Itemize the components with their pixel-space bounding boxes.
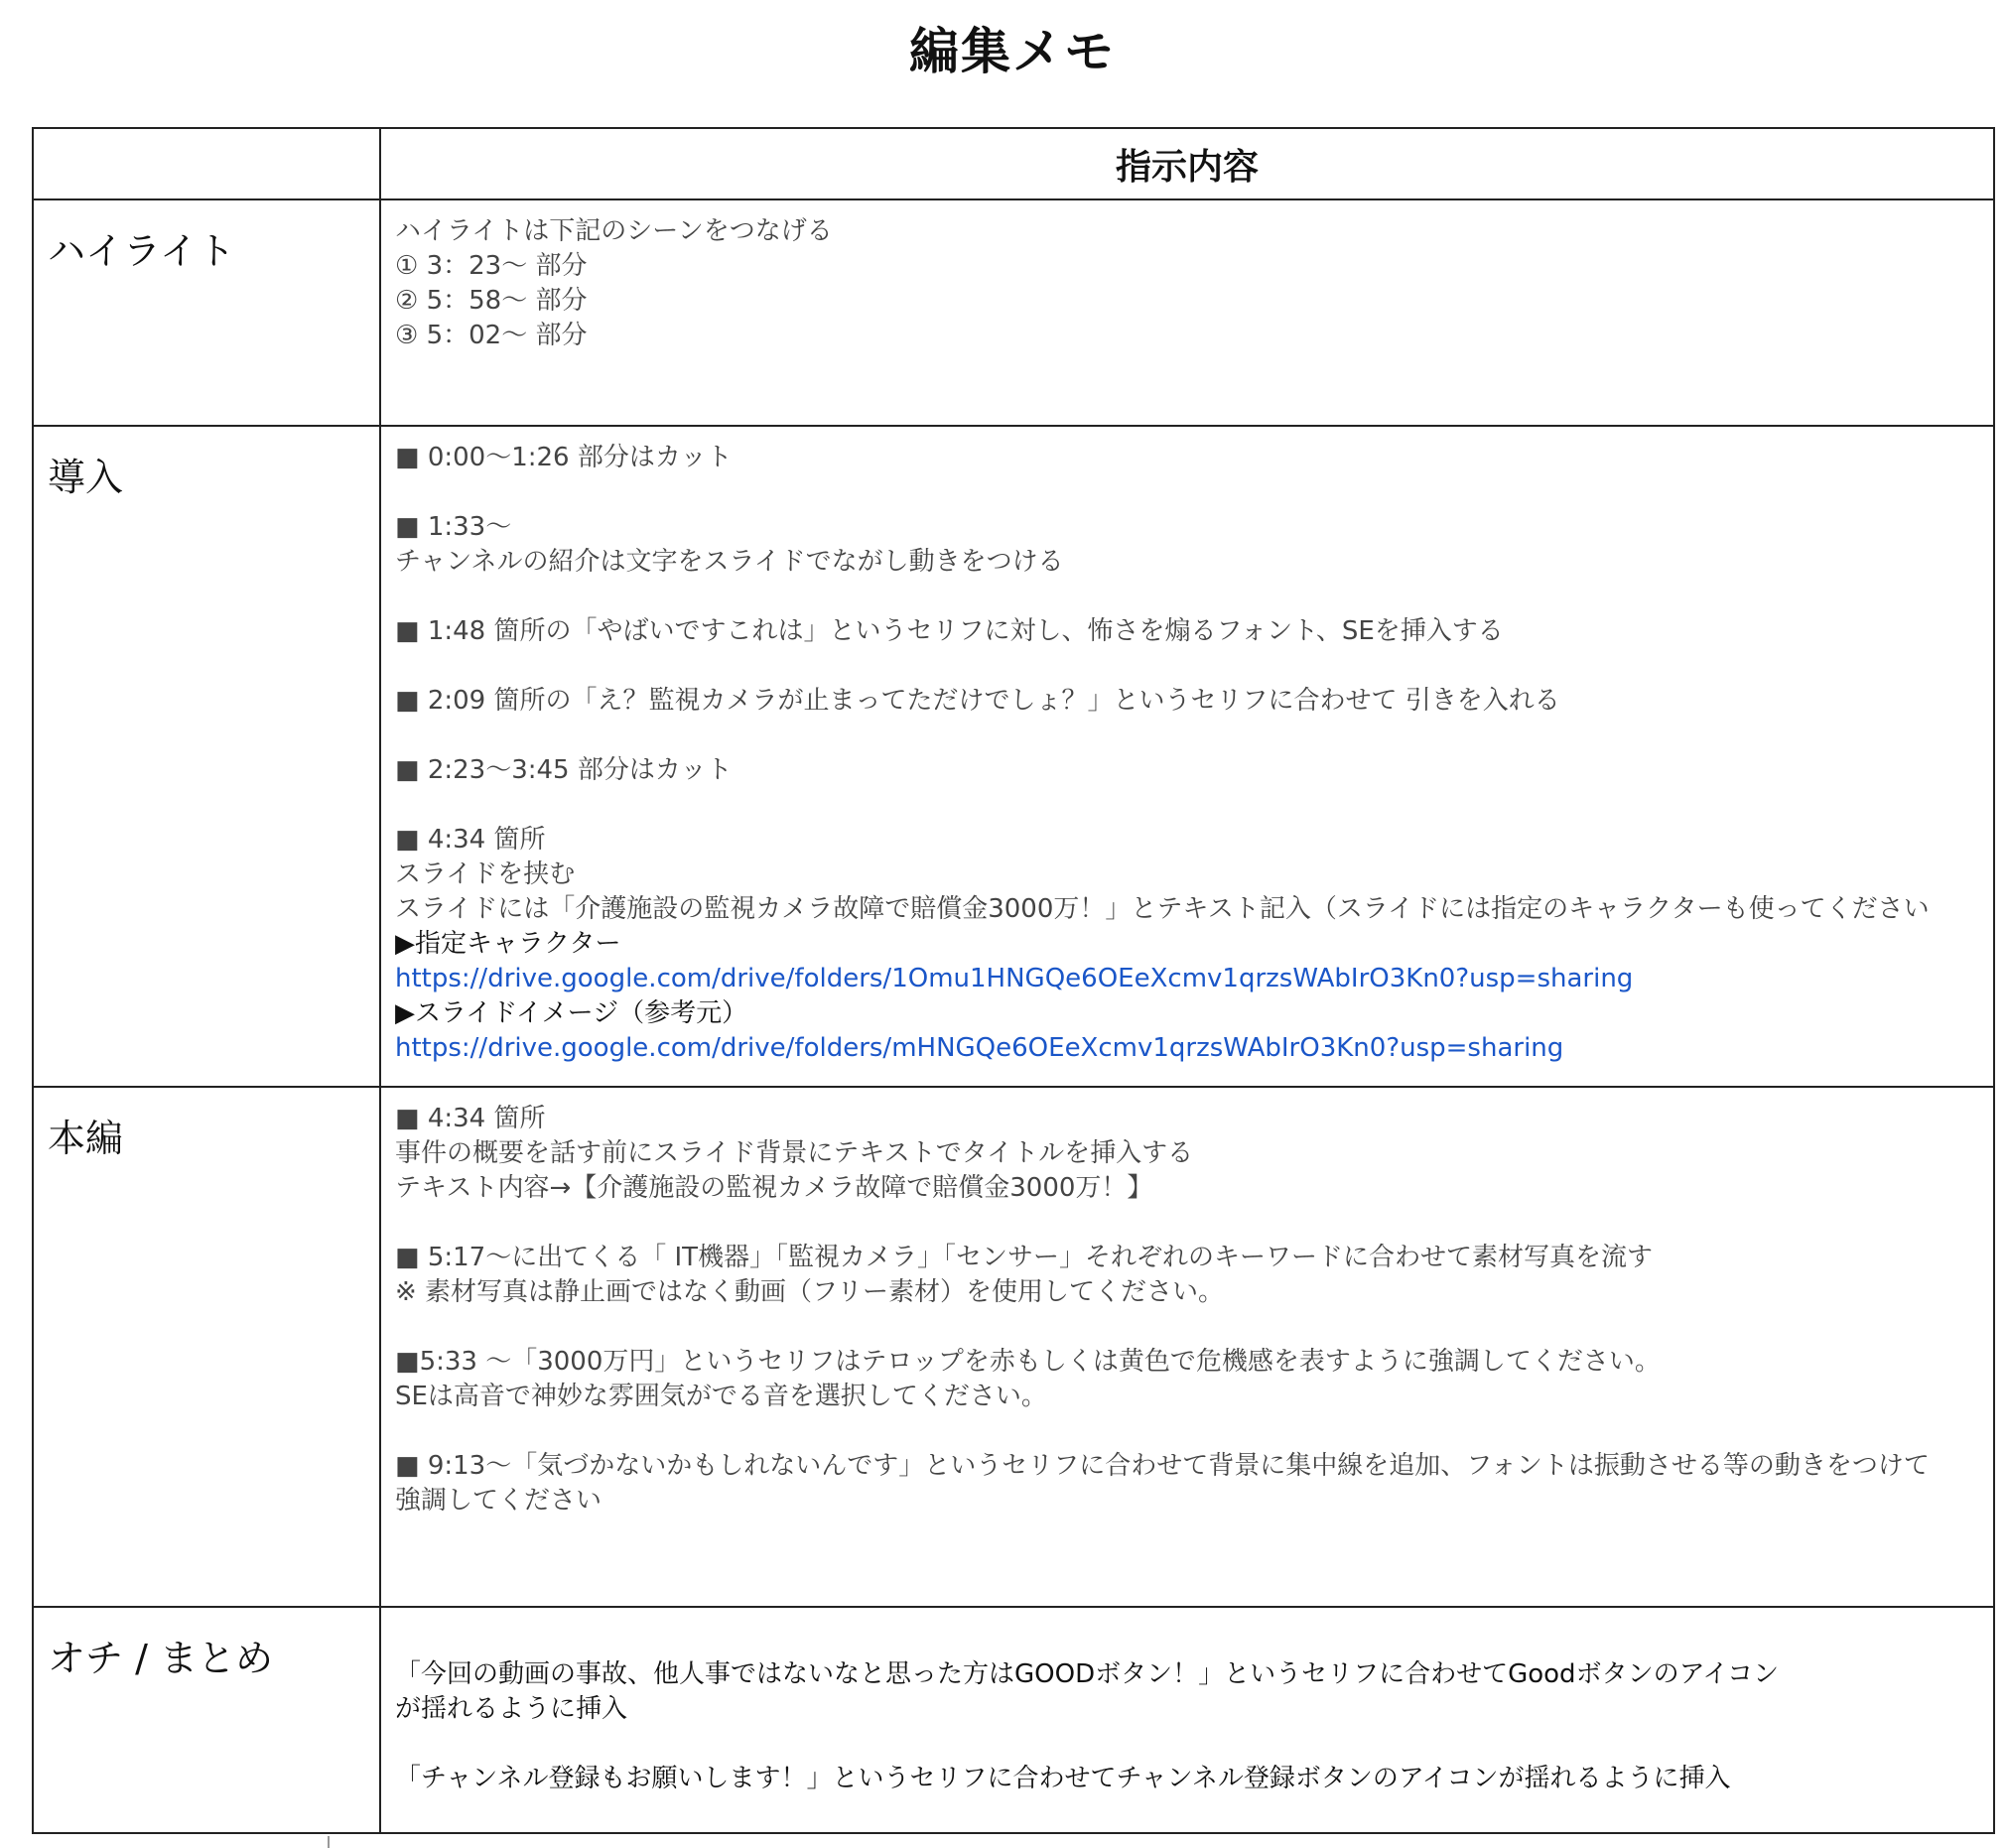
row-content-main[interactable] xyxy=(380,1087,1994,1607)
content-line: ハイライトは下記のシーンをつなげる xyxy=(395,216,833,246)
table-header-row xyxy=(33,128,1994,199)
row-intro xyxy=(33,426,1994,1087)
content-line: ■ 0:00〜1:26 部分はカット xyxy=(395,443,733,472)
blank-line xyxy=(395,1206,1979,1241)
content-line: ■5:33 〜「3000万円」というセリフはテロップを赤もしくは黄色で危機感を表すように強調してください。 xyxy=(395,1347,1661,1377)
content-line: ■ 4:34 箇所 xyxy=(395,825,546,855)
content-line: ■ 2:23〜3:45 部分はカット xyxy=(395,755,733,785)
content-line: ■ 5:17〜に出てくる「 IT機器」「監視カメラ」「センサー」それぞれのキーワードに合わせて素材写真を流す xyxy=(395,1243,1654,1272)
header-instruction-content: 指示内容 xyxy=(380,128,1994,199)
content-line: SEは高音で神妙な雰囲気がでる音を選択してください。 xyxy=(395,1382,1047,1411)
blank-line xyxy=(395,1310,1979,1345)
content-line: ② 5：58〜 部分 xyxy=(395,286,588,316)
text-cursor-marker xyxy=(328,1836,330,1848)
content-line: ■ 1:33〜 xyxy=(395,512,512,542)
document-title: 編集メモ xyxy=(909,23,1116,80)
content-line: テキスト内容→【介護施設の監視カメラ故障で賠償金3000万！】 xyxy=(395,1173,1153,1203)
content-line: ■ 1:48 箇所の「やばいですこれは」というセリフに対し、怖さを煽るフォント、SEを挿入する xyxy=(395,616,1504,646)
row-label-main: 本編 xyxy=(33,1087,380,1607)
blank-line xyxy=(395,649,1979,684)
content-line: 「今回の動画の事故、他人事ではないなと思った方はGOODボタン！」というセリフに合わせてGoodボタンのアイコン xyxy=(395,1659,1780,1689)
content-line: ▶︎指定キャラクター xyxy=(395,929,621,959)
content-line: スライドを挟む xyxy=(395,859,576,889)
content-line: ▶︎スライドイメージ（参考元） xyxy=(395,998,748,1028)
row-highlight xyxy=(33,199,1994,426)
blank-line xyxy=(395,1727,1979,1762)
content-line: ③ 5：02〜 部分 xyxy=(395,321,588,350)
content-line: ■ 2:09 箇所の「え？監視カメラが止まってただけでしょ？」というセリフに合わせて 引きを入れる xyxy=(395,686,1560,716)
blank-line xyxy=(395,475,1979,510)
row-label-highlight: ハイライト xyxy=(33,199,380,426)
character-folder-link[interactable]: https://drive.google.com/drive/folders/1Omu1HNGQe6OEeXcmv1qrzsWAbIrO3Kn0?usp=sharing xyxy=(395,964,1634,993)
content-line: 「チャンネル登録もお願いします！」というセリフに合わせてチャンネル登録ボタンのアイコンが揺れるように挿入 xyxy=(395,1764,1731,1793)
row-label-intro: 導入 xyxy=(33,426,380,1087)
blank-line xyxy=(395,719,1979,753)
row-main xyxy=(33,1087,1994,1607)
content-line: 強調してください xyxy=(395,1486,602,1516)
header-left-cell xyxy=(33,128,380,199)
content-line: スライドには「介護施設の監視カメラ故障で賠償金3000万！」とテキスト記入（スライドには指定のキャラクターも使ってください xyxy=(395,894,1930,924)
content-line: ① 3：23〜 部分 xyxy=(395,251,588,281)
row-content-ending[interactable] xyxy=(380,1607,1994,1833)
row-content-intro[interactable] xyxy=(380,426,1994,1087)
content-line: ※ 素材写真は静止画ではなく動画（フリー素材）を使用してください。 xyxy=(395,1277,1225,1307)
content-line: が揺れるように挿入 xyxy=(395,1694,628,1724)
row-content-highlight[interactable] xyxy=(380,199,1994,426)
row-ending xyxy=(33,1607,1994,1833)
slide-image-folder-link[interactable]: https://drive.google.com/drive/folders/mHNGQe6OEeXcmv1qrzsWAbIrO3Kn0?usp=sharing xyxy=(395,1033,1564,1063)
blank-line xyxy=(395,1414,1979,1449)
content-line: チャンネルの紹介は文字をスライドでながし動きをつける xyxy=(395,547,1064,577)
blank-line xyxy=(395,580,1979,614)
row-label-ending: オチ / まとめ xyxy=(33,1607,380,1833)
content-line: ■ 4:34 箇所 xyxy=(395,1104,546,1133)
content-line: 事件の概要を話す前にスライド背景にテキストでタイトルを挿入する xyxy=(395,1138,1194,1168)
edit-memo-table xyxy=(32,127,1995,1834)
blank-line xyxy=(395,788,1979,823)
content-line: ■ 9:13〜「気づかないかもしれないんです」というセリフに合わせて背景に集中線を追加、フォントは振動させる等の動きをつけて xyxy=(395,1451,1930,1481)
